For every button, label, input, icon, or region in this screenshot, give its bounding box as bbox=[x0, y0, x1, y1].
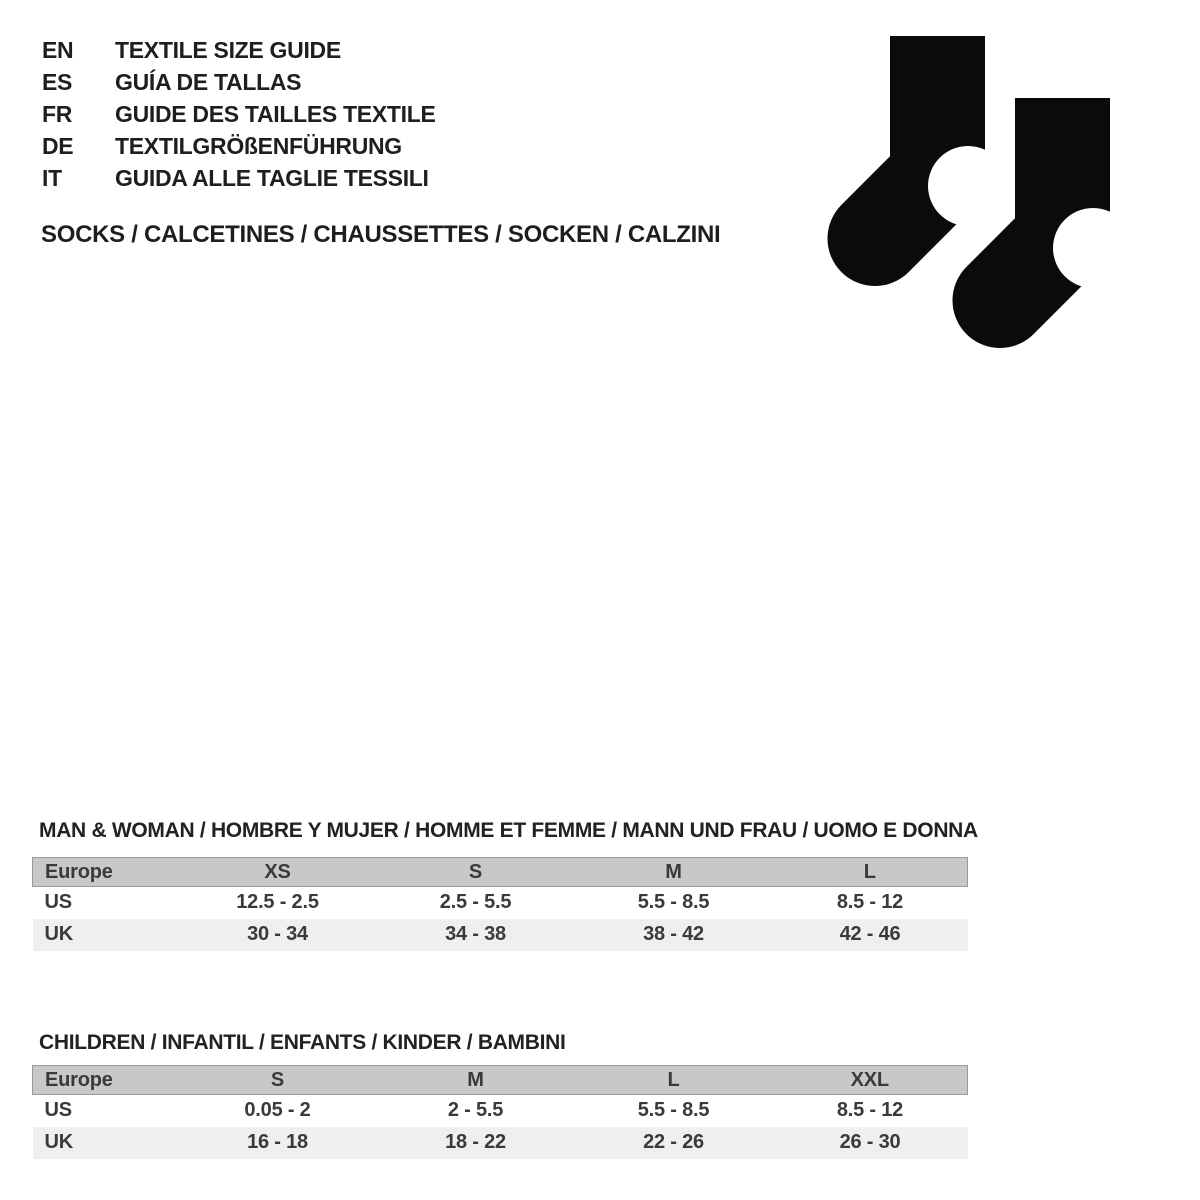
language-code: IT bbox=[42, 165, 62, 191]
language-row-it bbox=[42, 162, 436, 194]
header-cell-size: XS bbox=[179, 858, 377, 887]
children-section-title: CHILDREN / INFANTIL / ENFANTS / KINDER / BAMBINI bbox=[39, 1031, 566, 1054]
value-cell: 5.5 - 8.5 bbox=[637, 891, 710, 914]
table-row-us bbox=[33, 1095, 968, 1127]
value-cell: 38 - 42 bbox=[575, 919, 773, 951]
value-cell: 5.5 - 8.5 bbox=[637, 1099, 710, 1122]
header-cell-size: L bbox=[575, 1066, 773, 1095]
table-header-row bbox=[33, 1066, 968, 1095]
value-cell: 22 - 26 bbox=[575, 1127, 773, 1159]
header-cell-size: S bbox=[179, 1066, 377, 1095]
language-title: GUÍA DE TALLAS bbox=[115, 69, 302, 95]
language-row-fr bbox=[42, 98, 436, 130]
value-cell: 2.5 - 5.5 bbox=[439, 891, 512, 914]
language-code: EN bbox=[42, 37, 74, 63]
value-cell: 8.5 - 12 bbox=[836, 1099, 904, 1122]
value-cell: 34 - 38 bbox=[377, 919, 575, 951]
language-code: FR bbox=[42, 101, 73, 127]
language-title: GUIDA ALLE TAGLIE TESSILI bbox=[115, 165, 429, 191]
man-woman-section-title: MAN & WOMAN / HOMBRE Y MUJER / HOMME ET FEMME / MANN UND FRAU / UOMO E DONNA bbox=[39, 819, 978, 842]
language-title-list bbox=[42, 34, 436, 194]
language-row-en bbox=[42, 34, 436, 66]
value-cell: 8.5 - 12 bbox=[836, 891, 904, 914]
value-cell: 26 - 30 bbox=[773, 1127, 968, 1159]
value-cell: 42 - 46 bbox=[773, 919, 968, 951]
language-title: TEXTILGRÖßENFÜHRUNG bbox=[115, 133, 402, 159]
header-cell-size: S bbox=[377, 858, 575, 887]
value-cell: 0.05 - 2 bbox=[244, 1099, 311, 1122]
language-title: TEXTILE SIZE GUIDE bbox=[115, 37, 341, 63]
language-title: GUIDE DES TAILLES TEXTILE bbox=[115, 101, 436, 127]
man-woman-size-table bbox=[32, 857, 968, 951]
category-title: SOCKS / CALCETINES / CHAUSSETTES / SOCKEN / CALZINI bbox=[41, 221, 721, 248]
header-cell-size: M bbox=[575, 858, 773, 887]
table-row-uk bbox=[33, 1127, 968, 1159]
language-code: ES bbox=[42, 69, 73, 95]
row-label: US bbox=[44, 891, 72, 914]
row-label: UK bbox=[33, 919, 179, 951]
header-cell-region: Europe bbox=[33, 858, 179, 887]
header-cell-region: Europe bbox=[33, 1066, 179, 1095]
row-label: US bbox=[44, 1099, 72, 1122]
value-cell: 2 - 5.5 bbox=[447, 1099, 504, 1122]
header-cell-size: M bbox=[377, 1066, 575, 1095]
table-row-us bbox=[33, 887, 968, 919]
header-cell-size: XXL bbox=[773, 1066, 968, 1095]
children-size-table bbox=[32, 1065, 968, 1159]
socks-icon bbox=[810, 28, 1120, 358]
language-row-de bbox=[42, 130, 436, 162]
row-label: UK bbox=[33, 1127, 179, 1159]
value-cell: 30 - 34 bbox=[179, 919, 377, 951]
language-row-es bbox=[42, 66, 436, 98]
value-cell: 16 - 18 bbox=[179, 1127, 377, 1159]
table-header-row bbox=[33, 858, 968, 887]
value-cell: 18 - 22 bbox=[377, 1127, 575, 1159]
table-row-uk bbox=[33, 919, 968, 951]
header-cell-size: L bbox=[773, 858, 968, 887]
language-code: DE bbox=[42, 133, 74, 159]
value-cell: 12.5 - 2.5 bbox=[236, 891, 319, 914]
